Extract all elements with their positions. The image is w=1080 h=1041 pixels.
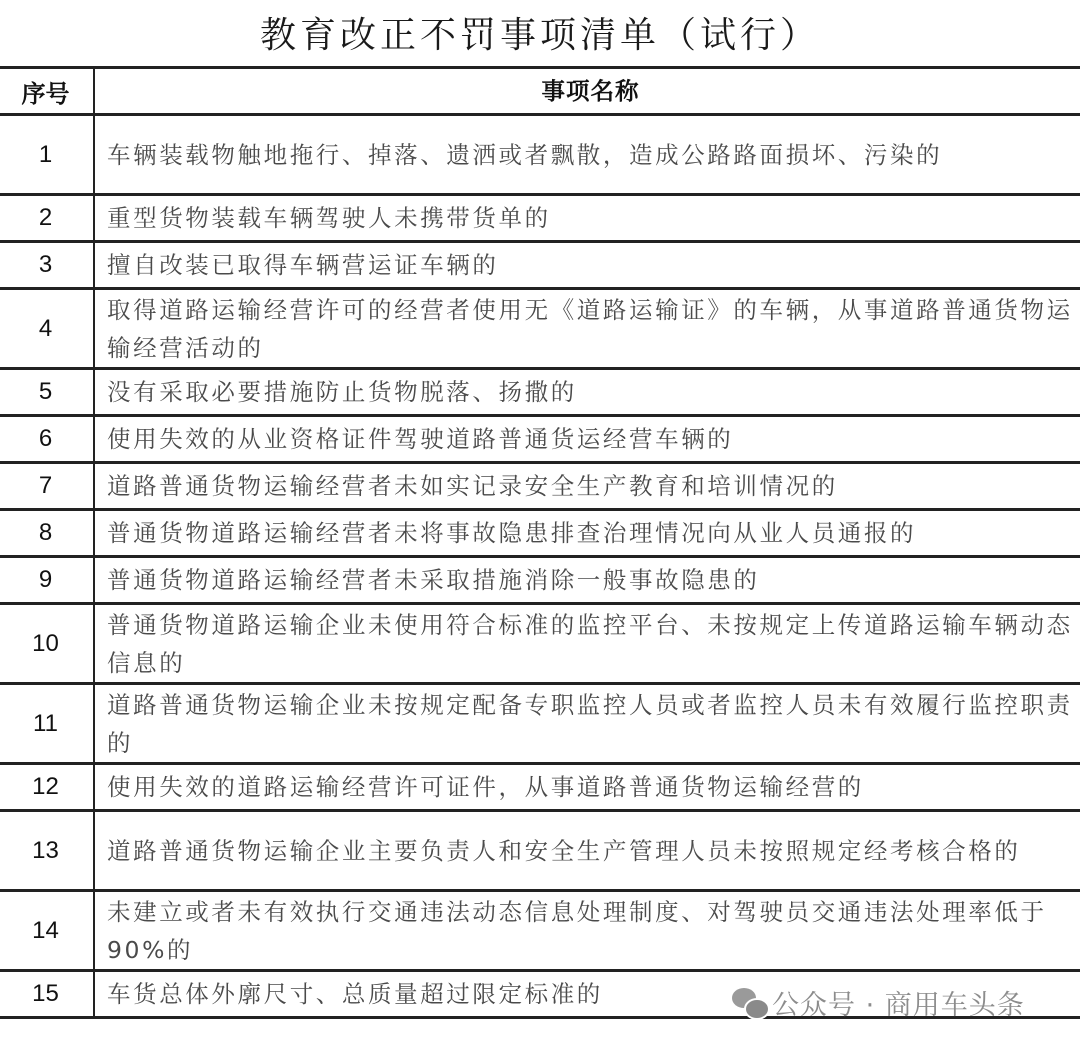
table-row — [0, 289, 1080, 369]
row-seq: 10 — [0, 604, 94, 684]
row-seq: 11 — [0, 684, 94, 764]
table-row — [0, 684, 1080, 764]
row-name: 没有采取必要措施防止货物脱落、扬撒的 — [94, 369, 1080, 416]
watermark — [732, 983, 1025, 1022]
table-row — [0, 416, 1080, 463]
row-name: 普通货物道路运输企业未使用符合标准的监控平台、未按规定上传道路运输车辆动态信息的 — [94, 604, 1080, 684]
row-seq: 9 — [0, 557, 94, 604]
table-row — [0, 891, 1080, 971]
table-header-row — [0, 68, 1080, 115]
header-seq: 序号 — [0, 68, 94, 115]
row-seq: 13 — [0, 811, 94, 891]
table-row — [0, 195, 1080, 242]
row-name: 使用失效的道路运输经营许可证件，从事道路普通货物运输经营的 — [94, 764, 1080, 811]
row-seq: 5 — [0, 369, 94, 416]
row-name: 道路普通货物运输企业主要负责人和安全生产管理人员未按照规定经考核合格的 — [94, 811, 1080, 891]
table-row — [0, 811, 1080, 891]
table-row — [0, 604, 1080, 684]
table-row — [0, 242, 1080, 289]
row-name: 擅自改装已取得车辆营运证车辆的 — [94, 242, 1080, 289]
watermark-text: 公众号 · 商用车头条 — [772, 990, 1025, 1021]
row-seq: 1 — [0, 115, 94, 195]
row-seq: 2 — [0, 195, 94, 242]
table-row — [0, 115, 1080, 195]
row-seq: 3 — [0, 242, 94, 289]
document-title: 教育改正不罚事项清单（试行） — [259, 15, 820, 56]
table-row — [0, 510, 1080, 557]
table-row — [0, 463, 1080, 510]
row-seq: 6 — [0, 416, 94, 463]
penalty-exemption-table — [0, 66, 1080, 1019]
table-row — [0, 764, 1080, 811]
table-row — [0, 557, 1080, 604]
table-row — [0, 369, 1080, 416]
row-seq: 8 — [0, 510, 94, 557]
wechat-icon — [732, 988, 766, 1018]
row-name: 使用失效的从业资格证件驾驶道路普通货运经营车辆的 — [94, 416, 1080, 463]
row-name: 车货总体外廓尺寸、总质量超过限定标准的 — [94, 971, 1080, 1018]
row-name: 车辆装载物触地拖行、掉落、遗洒或者飘散，造成公路路面损坏、污染的 — [94, 115, 1080, 195]
row-seq: 4 — [0, 289, 94, 369]
row-name: 普通货物道路运输经营者未将事故隐患排查治理情况向从业人员通报的 — [94, 510, 1080, 557]
row-name: 未建立或者未有效执行交通违法动态信息处理制度、对驾驶员交通违法处理率低于90%的 — [94, 891, 1080, 971]
row-seq: 7 — [0, 463, 94, 510]
row-seq: 12 — [0, 764, 94, 811]
header-name: 事项名称 — [94, 68, 1080, 115]
row-seq: 14 — [0, 891, 94, 971]
row-name: 普通货物道路运输经营者未采取措施消除一般事故隐患的 — [94, 557, 1080, 604]
row-seq: 15 — [0, 971, 94, 1018]
row-name: 取得道路运输经营许可的经营者使用无《道路运输证》的车辆，从事道路普通货物运输经营活动的 — [94, 289, 1080, 369]
row-name: 道路普通货物运输企业未按规定配备专职监控人员或者监控人员未有效履行监控职责的 — [94, 684, 1080, 764]
row-name: 重型货物装载车辆驾驶人未携带货单的 — [94, 195, 1080, 242]
row-name: 道路普通货物运输经营者未如实记录安全生产教育和培训情况的 — [94, 463, 1080, 510]
